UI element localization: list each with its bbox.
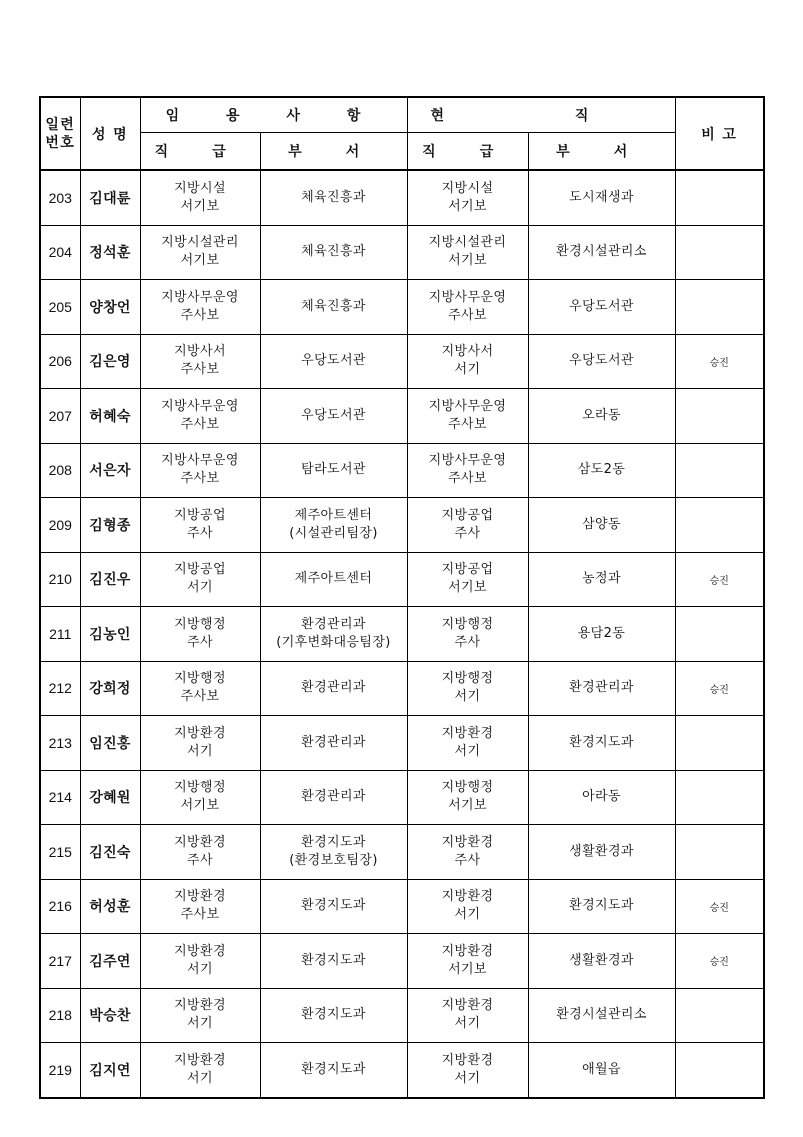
remarks-cell <box>675 280 764 335</box>
current-grade-cell-line: 지방행정 <box>441 780 494 796</box>
current-department-cell-line: 환경지도과 <box>569 898 634 914</box>
remarks-cell <box>675 770 764 825</box>
new-grade-cell-line: 지방공업 <box>174 507 226 523</box>
new-department-cell-line: 환경지도과 <box>301 898 366 914</box>
current-grade-cell <box>407 661 528 716</box>
current-grade-cell-line: 주사 <box>454 525 481 541</box>
current-department-cell-line: 환경시설관리소 <box>556 244 647 260</box>
table-row <box>40 552 764 607</box>
current-grade-cell <box>407 389 528 444</box>
current-grade-cell-line: 지방환경 <box>441 889 494 905</box>
current-grade-cell-line: 서기보 <box>448 961 487 977</box>
current-department-cell-line: 애월읍 <box>582 1061 621 1077</box>
current-grade-cell-line: 지방공업 <box>441 507 494 523</box>
current-grade-cell-line: 서기 <box>454 907 481 923</box>
table-row <box>40 934 764 989</box>
new-grade-cell-line: 주사보 <box>180 416 220 432</box>
new-department-cell-line: 환경지도과 <box>301 834 366 850</box>
seq-number-cell: 219 <box>40 1043 80 1098</box>
remarks-cell <box>675 1043 764 1098</box>
new-grade-cell <box>140 225 260 280</box>
table-row <box>40 498 764 553</box>
current-grade-cell <box>407 443 528 498</box>
name-cell: 김형종 <box>80 498 140 553</box>
new-grade-cell <box>140 607 260 662</box>
current-department-cell-line: 도시재생과 <box>569 189 634 205</box>
current-department-cell-line: 아라동 <box>582 789 621 805</box>
table-row <box>40 879 764 934</box>
current-grade-cell <box>407 552 528 607</box>
remarks-cell <box>675 498 764 553</box>
current-department-cell-line: 용담2동 <box>577 625 626 641</box>
table-row <box>40 443 764 498</box>
current-grade-cell <box>407 770 528 825</box>
table-row <box>40 334 764 389</box>
seq-number-cell: 203 <box>40 170 80 225</box>
new-grade-cell-line: 주사 <box>187 852 213 868</box>
current-grade-cell-line: 서기 <box>454 362 481 378</box>
table-row <box>40 988 764 1043</box>
current-department-cell-line: 환경시설관리소 <box>556 1007 647 1023</box>
new-department-cell <box>260 825 407 880</box>
remarks-cell <box>675 389 764 444</box>
new-grade-cell-line: 지방환경 <box>174 889 226 905</box>
name-cell: 김진숙 <box>80 825 140 880</box>
new-grade-cell <box>140 934 260 989</box>
name-cell: 박승찬 <box>80 988 140 1043</box>
table-row <box>40 225 764 280</box>
seq-number-cell: 205 <box>40 280 80 335</box>
current-grade-cell-line: 주사 <box>454 852 481 868</box>
new-department-cell-line: (기후변화대응팀장) <box>276 634 391 650</box>
new-department-cell <box>260 988 407 1043</box>
new-department-cell <box>260 1043 407 1098</box>
current-grade-cell-line: 지방사서 <box>441 344 494 360</box>
current-grade-cell-line: 지방공업 <box>441 562 494 578</box>
current-grade-cell <box>407 825 528 880</box>
new-grade-cell <box>140 825 260 880</box>
header-current-department: 부 서 <box>528 133 675 171</box>
current-grade-cell-line: 지방시설관리 <box>428 235 507 251</box>
new-department-cell-line: (시설관리팀장) <box>289 525 378 541</box>
new-grade-cell <box>140 443 260 498</box>
new-department-cell <box>260 280 407 335</box>
current-grade-cell <box>407 1043 528 1098</box>
header-current-label: 현 직 <box>430 108 652 124</box>
seq-number-cell: 215 <box>40 825 80 880</box>
current-grade-cell-line: 서기 <box>454 689 481 705</box>
new-department-cell-line: 제주아트센터 <box>294 507 373 523</box>
current-grade-cell <box>407 334 528 389</box>
current-grade-cell-line: 주사보 <box>448 471 487 487</box>
name-cell: 김지연 <box>80 1043 140 1098</box>
seq-number-cell: 218 <box>40 988 80 1043</box>
new-department-cell <box>260 334 407 389</box>
new-grade-cell <box>140 498 260 553</box>
new-department-cell <box>260 225 407 280</box>
current-department-cell-line: 생활환경과 <box>569 952 634 968</box>
name-cell: 임진홍 <box>80 716 140 771</box>
new-department-cell-line: 환경지도과 <box>301 952 366 968</box>
new-department-cell <box>260 934 407 989</box>
header-new-grade: 직 급 <box>140 133 260 171</box>
new-department-cell-line: 체육진흥과 <box>301 244 366 260</box>
new-department-cell-line: 체육진흥과 <box>301 189 366 205</box>
new-department-cell-line: 우당도서관 <box>301 353 366 369</box>
name-cell: 강혜원 <box>80 770 140 825</box>
current-department-cell <box>528 607 675 662</box>
new-grade-cell <box>140 716 260 771</box>
new-department-cell-line: 체육진흥과 <box>301 298 366 314</box>
seq-number-cell: 209 <box>40 498 80 553</box>
new-department-cell <box>260 661 407 716</box>
new-grade-cell-line: 지방환경 <box>174 943 226 959</box>
new-department-cell <box>260 170 407 225</box>
name-cell: 김진우 <box>80 552 140 607</box>
new-department-cell-line: 제주아트센터 <box>294 571 373 587</box>
name-cell: 김주연 <box>80 934 140 989</box>
new-grade-cell-line: 주사보 <box>180 471 220 487</box>
table-row <box>40 170 764 225</box>
seq-number-cell: 213 <box>40 716 80 771</box>
current-department-cell-line: 농정과 <box>582 571 621 587</box>
current-department-cell-line: 삼양동 <box>582 516 621 532</box>
name-cell: 양창언 <box>80 280 140 335</box>
new-grade-cell-line: 지방환경 <box>174 998 226 1014</box>
table-row <box>40 770 764 825</box>
new-department-cell-line: 탐라도서관 <box>301 462 366 478</box>
name-cell: 허혜숙 <box>80 389 140 444</box>
current-grade-cell-line: 지방행정 <box>441 671 494 687</box>
current-department-cell-line: 환경관리과 <box>569 680 634 696</box>
current-grade-cell-line: 서기 <box>454 743 481 759</box>
current-department-cell-line: 우당도서관 <box>569 353 634 369</box>
new-grade-cell-line: 지방행정 <box>174 671 226 687</box>
current-grade-cell-line: 서기보 <box>448 798 487 814</box>
header-seq-number <box>40 97 80 170</box>
new-grade-cell <box>140 879 260 934</box>
new-grade-cell-line: 서기보 <box>180 798 220 814</box>
new-grade-cell-line: 지방행정 <box>174 616 226 632</box>
new-grade-cell <box>140 770 260 825</box>
new-grade-cell <box>140 552 260 607</box>
table-row <box>40 607 764 662</box>
name-cell: 허성훈 <box>80 879 140 934</box>
current-department-cell <box>528 334 675 389</box>
seq-number-cell: 211 <box>40 607 80 662</box>
new-department-cell-line: 환경지도과 <box>301 1061 366 1077</box>
current-department-cell <box>528 552 675 607</box>
current-grade-cell-line: 주사보 <box>448 416 487 432</box>
new-grade-cell-line: 서기보 <box>180 253 220 269</box>
current-grade-cell <box>407 716 528 771</box>
current-grade-cell-line: 지방행정 <box>441 616 494 632</box>
current-grade-cell <box>407 934 528 989</box>
current-grade-cell-line: 지방환경 <box>441 998 494 1014</box>
remarks-cell <box>675 825 764 880</box>
remarks-cell <box>675 170 764 225</box>
personnel-appointment-sheet <box>39 96 763 1099</box>
current-department-cell <box>528 225 675 280</box>
table-header <box>40 97 764 170</box>
current-department-cell <box>528 498 675 553</box>
name-cell: 서은자 <box>80 443 140 498</box>
name-cell: 정석훈 <box>80 225 140 280</box>
new-grade-cell <box>140 988 260 1043</box>
current-grade-cell <box>407 225 528 280</box>
new-department-cell-line: 환경관리과 <box>301 734 366 750</box>
current-department-cell <box>528 661 675 716</box>
current-grade-cell <box>407 498 528 553</box>
seq-number-cell: 208 <box>40 443 80 498</box>
header-appointment: 임 용 사 항 <box>140 97 407 133</box>
seq-number-cell: 206 <box>40 334 80 389</box>
remarks-cell <box>675 716 764 771</box>
new-department-cell <box>260 552 407 607</box>
new-grade-cell-line: 주사 <box>187 525 213 541</box>
table-row <box>40 389 764 444</box>
new-grade-cell-line: 지방사무운영 <box>161 289 239 305</box>
current-department-cell <box>528 1043 675 1098</box>
new-grade-cell-line: 서기보 <box>180 198 220 214</box>
header-seq-line-1: 일련 <box>45 116 76 133</box>
current-department-cell <box>528 443 675 498</box>
current-department-cell <box>528 389 675 444</box>
new-department-cell <box>260 716 407 771</box>
table-row <box>40 661 764 716</box>
seq-number-cell: 217 <box>40 934 80 989</box>
current-grade-cell <box>407 879 528 934</box>
new-grade-cell <box>140 389 260 444</box>
current-grade-cell-line: 지방사무운영 <box>428 398 507 414</box>
table-body <box>40 170 764 1098</box>
current-grade-cell-line: 지방환경 <box>441 943 494 959</box>
current-grade-cell-line: 서기 <box>454 1016 481 1032</box>
remarks-cell: 승진 <box>675 879 764 934</box>
seq-number-cell: 210 <box>40 552 80 607</box>
new-grade-cell-line: 서기 <box>187 580 213 596</box>
new-grade-cell-line: 주사보 <box>180 307 220 323</box>
new-grade-cell-line: 주사보 <box>180 362 220 378</box>
remarks-cell <box>675 225 764 280</box>
new-grade-cell-line: 주사보 <box>180 907 220 923</box>
appointment-table <box>39 96 765 1099</box>
new-department-cell-line: (환경보호팀장) <box>289 852 378 868</box>
current-grade-cell <box>407 607 528 662</box>
new-grade-cell-line: 서기 <box>187 743 213 759</box>
new-grade-cell-line: 지방환경 <box>174 725 226 741</box>
name-cell: 강희정 <box>80 661 140 716</box>
new-grade-cell-line: 지방사서 <box>174 344 226 360</box>
seq-number-cell: 214 <box>40 770 80 825</box>
new-grade-cell-line: 지방사무운영 <box>161 453 239 469</box>
new-department-cell <box>260 770 407 825</box>
new-grade-cell-line: 서기 <box>187 1016 213 1032</box>
current-department-cell-line: 우당도서관 <box>569 298 634 314</box>
current-grade-cell <box>407 988 528 1043</box>
new-department-cell-line: 환경지도과 <box>301 1007 366 1023</box>
new-department-cell <box>260 443 407 498</box>
new-department-cell <box>260 498 407 553</box>
header-seq-line-2: 번호 <box>45 134 76 151</box>
current-grade-cell-line: 지방사무운영 <box>428 289 507 305</box>
seq-number-cell: 216 <box>40 879 80 934</box>
table-row <box>40 825 764 880</box>
current-department-cell-line: 환경지도과 <box>569 734 634 750</box>
current-department-cell <box>528 988 675 1043</box>
name-cell: 김대륜 <box>80 170 140 225</box>
seq-number-cell: 204 <box>40 225 80 280</box>
current-department-cell <box>528 825 675 880</box>
current-grade-cell-line: 지방환경 <box>441 834 494 850</box>
header-new-department: 부 서 <box>260 133 407 171</box>
current-grade-cell-line: 주사 <box>454 634 481 650</box>
table-row <box>40 280 764 335</box>
current-grade-cell-line: 서기보 <box>448 580 487 596</box>
remarks-cell: 승진 <box>675 661 764 716</box>
new-grade-cell-line: 지방시설관리 <box>161 235 239 251</box>
current-grade-cell-line: 서기보 <box>448 198 487 214</box>
current-grade-cell-line: 지방시설 <box>441 180 494 196</box>
remarks-cell <box>675 607 764 662</box>
current-department-cell-line: 오라동 <box>582 407 621 423</box>
current-department-cell-line: 생활환경과 <box>569 843 634 859</box>
name-cell: 김농인 <box>80 607 140 662</box>
table-row <box>40 716 764 771</box>
new-grade-cell <box>140 1043 260 1098</box>
current-department-cell <box>528 934 675 989</box>
current-department-cell <box>528 716 675 771</box>
current-grade-cell <box>407 170 528 225</box>
remarks-cell: 승진 <box>675 934 764 989</box>
current-grade-cell-line: 서기 <box>454 1070 481 1086</box>
new-grade-cell-line: 지방시설 <box>174 180 226 196</box>
remarks-cell <box>675 443 764 498</box>
new-grade-cell-line: 지방환경 <box>174 1052 226 1068</box>
new-grade-cell-line: 주사 <box>187 634 213 650</box>
current-department-cell <box>528 170 675 225</box>
name-cell: 김은영 <box>80 334 140 389</box>
new-grade-cell <box>140 661 260 716</box>
new-department-cell-line: 환경관리과 <box>301 616 366 632</box>
seq-number-cell: 212 <box>40 661 80 716</box>
current-grade-cell-line: 주사보 <box>448 307 487 323</box>
remarks-cell: 승진 <box>675 552 764 607</box>
remarks-cell: 승진 <box>675 334 764 389</box>
table-row <box>40 1043 764 1098</box>
new-grade-cell <box>140 170 260 225</box>
new-grade-cell-line: 서기 <box>187 961 213 977</box>
new-department-cell-line: 환경관리과 <box>301 789 366 805</box>
new-grade-cell-line: 지방공업 <box>174 562 226 578</box>
new-grade-cell-line: 서기 <box>187 1070 213 1086</box>
header-remarks: 비 고 <box>675 97 764 170</box>
new-department-cell <box>260 389 407 444</box>
new-grade-cell-line: 지방사무운영 <box>161 398 239 414</box>
current-grade-cell-line: 서기보 <box>448 253 487 269</box>
new-department-cell <box>260 879 407 934</box>
new-department-cell-line: 환경관리과 <box>301 680 366 696</box>
new-grade-cell-line: 지방환경 <box>174 834 226 850</box>
header-current-position <box>407 97 675 133</box>
remarks-cell <box>675 988 764 1043</box>
current-department-cell-line: 삼도2동 <box>577 462 626 478</box>
current-department-cell <box>528 770 675 825</box>
current-grade-cell-line: 지방환경 <box>441 1052 494 1068</box>
new-department-cell-line: 우당도서관 <box>301 407 366 423</box>
current-department-cell <box>528 879 675 934</box>
header-current-grade: 직 급 <box>407 133 528 171</box>
new-grade-cell <box>140 334 260 389</box>
new-grade-cell-line: 주사보 <box>180 689 220 705</box>
current-grade-cell-line: 지방사무운영 <box>428 453 507 469</box>
new-grade-cell <box>140 280 260 335</box>
current-department-cell <box>528 280 675 335</box>
current-grade-cell <box>407 280 528 335</box>
new-department-cell <box>260 607 407 662</box>
header-name: 성 명 <box>80 97 140 170</box>
new-grade-cell-line: 지방행정 <box>174 780 226 796</box>
seq-number-cell: 207 <box>40 389 80 444</box>
current-grade-cell-line: 지방환경 <box>441 725 494 741</box>
